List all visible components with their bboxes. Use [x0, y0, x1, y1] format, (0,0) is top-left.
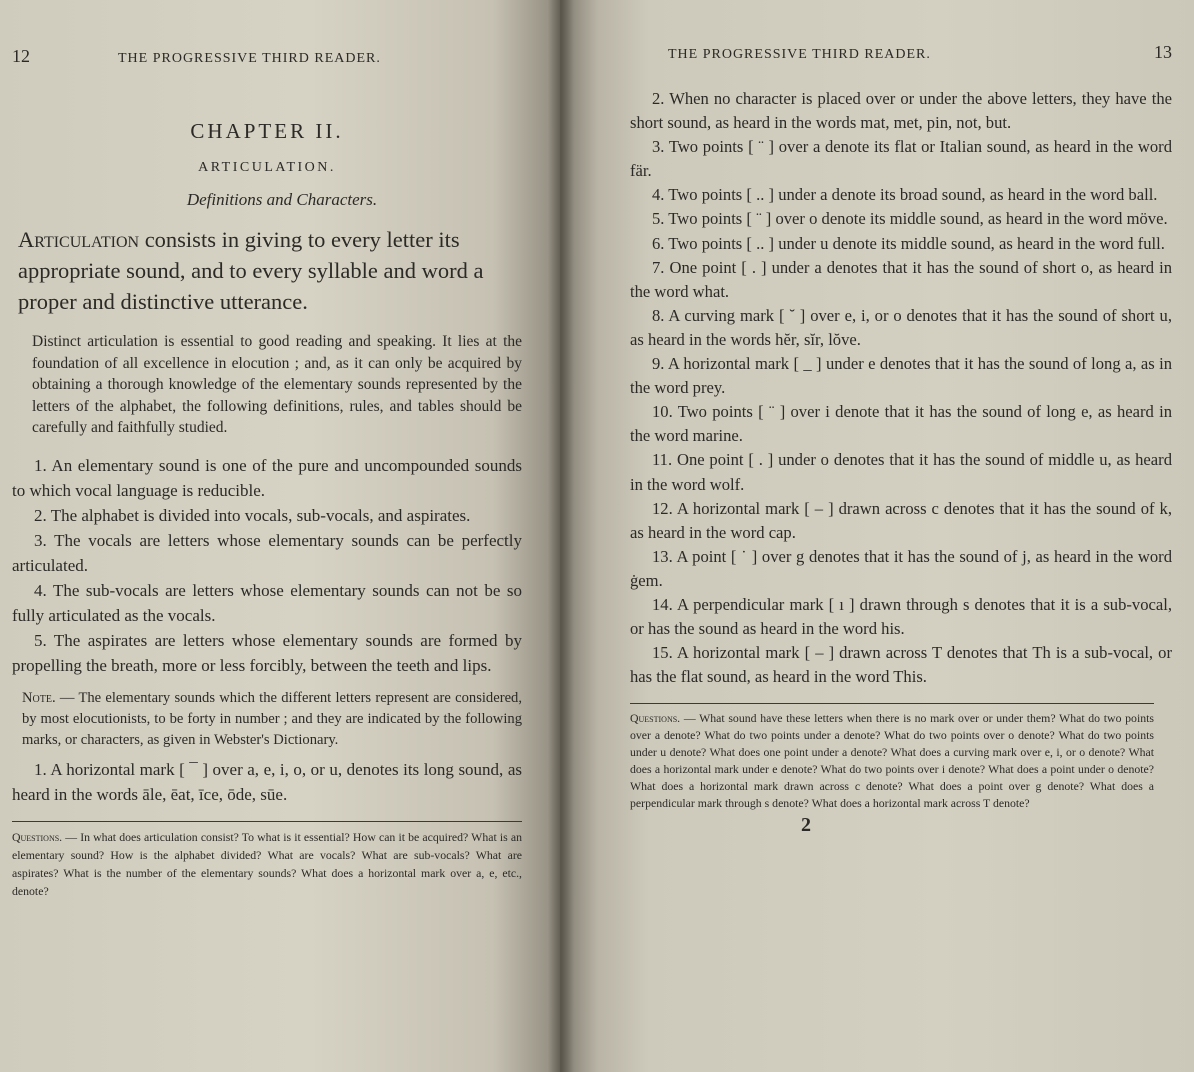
list-item: 9. A horizontal mark [ _ ] under e denotes that it has the sound of long a, as in the word prey. [630, 354, 1172, 398]
subsection-heading: Definitions and Characters. [186, 190, 378, 209]
list-item: 6. Two points [ .. ] under u denote its middle sound, as heard in the word full. [652, 233, 1165, 253]
list-item: 10. Two points [ ¨ ] over i denote that it has the sound of long e, as heard in the word marine. [630, 402, 1172, 446]
book-gutter [548, 0, 574, 1072]
chapter-heading: CHAPTER II. [190, 119, 344, 143]
questions-block [12, 828, 522, 900]
list-item: 15. A horizontal mark [ – ] drawn across T denotes that Th is a sub-vocal, or has the flat sound, as heard in the word This. [630, 643, 1172, 687]
list-item: 4. The sub-vocals are letters whose elementary sounds can not be so fully articulated as the vocals. [12, 580, 522, 625]
signature-mark: 2 [801, 814, 811, 837]
list-item: 7. One point [ . ] under a denotes that it has the sound of short o, as heard in the word what. [630, 257, 1172, 301]
marks-list [630, 87, 1172, 689]
list-item: 5. The aspirates are letters whose elementary sounds are formed by propelling the breath, more or less forcibly, between the teeth and lips. [12, 630, 522, 675]
list-item: 1. A horizontal mark [ ¯ ] over a, e, i, o, or u, denotes its long sound, as heard in the words āle, ēat, īce, ōde, sūe. [12, 759, 522, 804]
list-item: 14. A perpendicular mark [ ı ] drawn through s denotes that it is a sub-vocal, or has the sound as heard in the word his. [630, 594, 1172, 639]
list-item: 2. The alphabet is divided into vocals, sub-vocals, and aspirates. [34, 505, 471, 525]
footer-rule [12, 821, 522, 822]
note-label: Note. [22, 689, 56, 706]
right-page [560, 0, 1194, 1072]
questions-text: — In what does articulation consist? To what is it essential? How can it be acquired? What is an elementary sound? How is the alphabet divided? What are vocals? What are sub-vocals? What are aspirates? What is the number of the elementary sounds? What does a horizontal mark over a, e, etc., denote? [12, 829, 522, 898]
intro-paragraph: Distinct articulation is essential to good reading and speaking. It lies at the foundation of all excellence in elocution ; and, as it can only be acquired by obtaining a thorough knowledge of the elementary sounds represented by the letters of the alphabet, the following definitions, rules, and tables should be carefully and faithfully studied. [32, 333, 522, 436]
lead-smallcaps: Articulation [18, 227, 140, 252]
list-item: 3. The vocals are letters whose elementary sounds can be perfectly articulated. [12, 530, 522, 575]
list-item: 2. When no character is placed over or under the above letters, they have the short sound, as heard in the words mat, met, pin, not, but. [630, 89, 1172, 133]
list-item: 8. A curving mark [ ˘ ] over e, i, or o denotes that it has the sound of short u, as heard in the words hĕr, sĭr, lŏve. [630, 305, 1172, 349]
list-item: 5. Two points [ ¨ ] over o denote its middle sound, as heard in the word möve. [652, 209, 1168, 229]
questions-text: — What sound have these letters when there is no mark over or under them? What do two points over a denote? What do two points under a denote? What do two points over o denote? What do two points under u denote? What does one point under a denote? What does a curving mark over e, i, or o denote? What does a horizontal mark under e denote? What do two points over i denote? What does a point under o denote? What does a horizontal mark drawn across c denote? What does a point over g denote? What does a perpendicular mark through s denote? What does a horizontal mark across T denote? [630, 711, 1154, 811]
definitions-list [12, 453, 522, 678]
list-item: 1. An elementary sound is one of the pure and uncompounded sounds to which vocal language is reducible. [12, 455, 522, 500]
list-item: 11. One point [ . ] under o denotes that it has the sound of middle u, as heard in the word wolf. [630, 450, 1172, 494]
list-item: 12. A horizontal mark [ – ] drawn across c denotes that it has the sound of k, as heard in the word cap. [630, 498, 1172, 542]
note-text: — The elementary sounds which the different letters represent are considered, by most elocutionists, to be forty in number ; and they are indicated by the following marks, or characters, as given in Webster's Dictionary. [22, 689, 522, 748]
running-header-right [630, 42, 1172, 63]
questions-label: Questions. [12, 829, 63, 844]
left-page [0, 0, 560, 1072]
list-item: 13. A point [ ˙ ] over g denotes that it has the sound of j, as heard in the word ġem. [630, 546, 1172, 590]
list-item: 3. Two points [ ¨ ] over a denote its flat or Italian sound, as heard in the word fär. [630, 137, 1172, 181]
running-title: THE PROGRESSIVE THIRD READER. [668, 47, 931, 62]
running-title: THE PROGRESSIVE THIRD READER. [118, 51, 381, 66]
note-paragraph [22, 688, 522, 751]
questions-label: Questions. [630, 711, 681, 726]
page-number: 13 [1154, 42, 1172, 62]
footer-rule [630, 703, 1154, 704]
lead-text: consists in giving to every letter its appropriate sound, and to every syllable and word a proper and distinctive utterance. [18, 227, 484, 314]
marks-list-start [12, 757, 522, 807]
page-number: 12 [12, 46, 30, 66]
section-heading: ARTICULATION. [198, 160, 336, 175]
lead-paragraph [18, 224, 522, 317]
running-header-left [12, 46, 522, 67]
list-item: 4. Two points [ .. ] under a denote its broad sound, as heard in the word ball. [652, 185, 1158, 205]
questions-block [630, 710, 1172, 812]
